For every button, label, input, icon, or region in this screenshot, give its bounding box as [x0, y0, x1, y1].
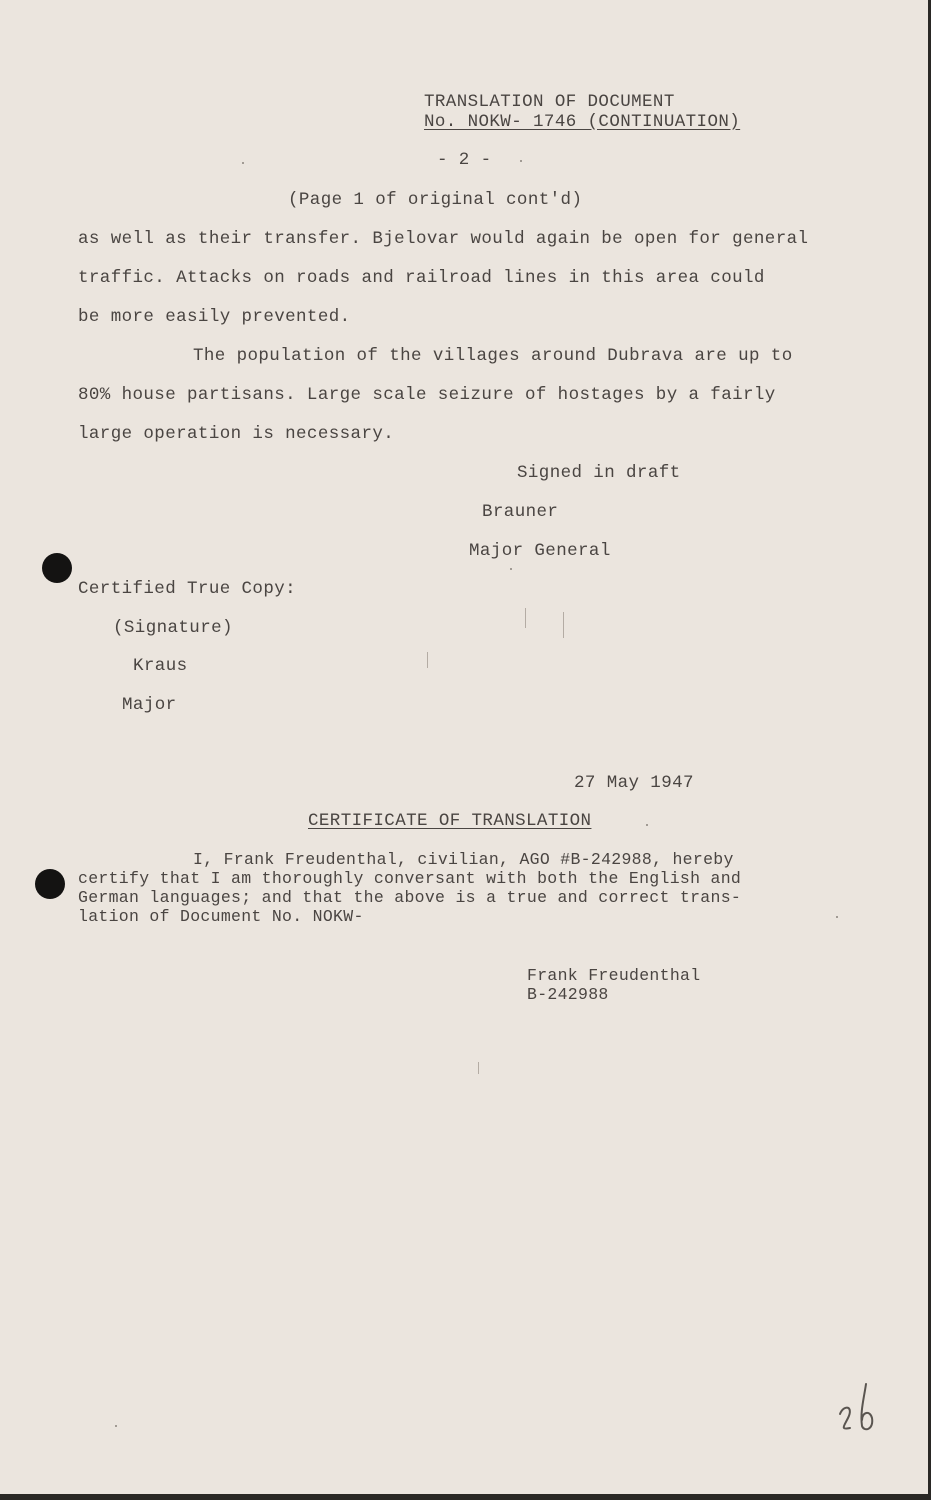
- signer-rank: Major General: [469, 541, 611, 561]
- punch-hole: [35, 869, 65, 899]
- handwritten-page-mark: [832, 1378, 892, 1438]
- paper-mark: [563, 612, 564, 638]
- paper-mark: [525, 608, 526, 628]
- document-date: 27 May 1947: [574, 773, 694, 793]
- translator-id: B-242988: [527, 985, 609, 1004]
- paper-speck: [242, 162, 244, 164]
- signed-note: Signed in draft: [517, 463, 681, 483]
- paper-speck: [836, 916, 838, 918]
- paper-speck: [115, 1425, 117, 1427]
- translator-name: Frank Freudenthal: [527, 966, 701, 985]
- body-line: large operation is necessary.: [78, 424, 395, 444]
- body-line: The population of the villages around Dubrava are up to: [193, 346, 793, 366]
- certificate-heading: CERTIFICATE OF TRANSLATION: [308, 811, 592, 831]
- body-line: as well as their transfer. Bjelovar would again be open for general: [78, 229, 809, 249]
- body-line: traffic. Attacks on roads and railroad lines in this area could: [78, 268, 765, 288]
- certificate-line: I, Frank Freudenthal, civilian, AGO #B-242988, hereby: [193, 850, 734, 869]
- paper-speck: [520, 160, 522, 162]
- body-line: 80% house partisans. Large scale seizure of hostages by a fairly: [78, 385, 776, 405]
- body-line: be more easily prevented.: [78, 307, 351, 327]
- document-number: No. NOKW- 1746 (CONTINUATION): [424, 112, 741, 132]
- document-title: TRANSLATION OF DOCUMENT: [424, 92, 675, 112]
- certified-copy-label: Certified True Copy:: [78, 579, 297, 599]
- paper-mark: [478, 1062, 479, 1074]
- paper-speck: [510, 568, 512, 570]
- certifier-rank: Major: [122, 695, 177, 715]
- paper-speck: [646, 824, 648, 826]
- certified-signature: (Signature): [113, 618, 233, 638]
- paper-mark: [427, 652, 428, 668]
- certificate-line: certify that I am thoroughly conversant with both the English and: [78, 869, 742, 888]
- page-number: - 2 -: [437, 150, 492, 170]
- certifier-name: Kraus: [133, 656, 188, 676]
- certificate-line: lation of Document No. NOKW-: [78, 907, 364, 926]
- page-note: (Page 1 of original cont'd): [288, 190, 583, 210]
- punch-hole: [42, 553, 72, 583]
- certificate-line: German languages; and that the above is a true and correct trans-: [78, 888, 742, 907]
- signer-name: Brauner: [482, 502, 559, 522]
